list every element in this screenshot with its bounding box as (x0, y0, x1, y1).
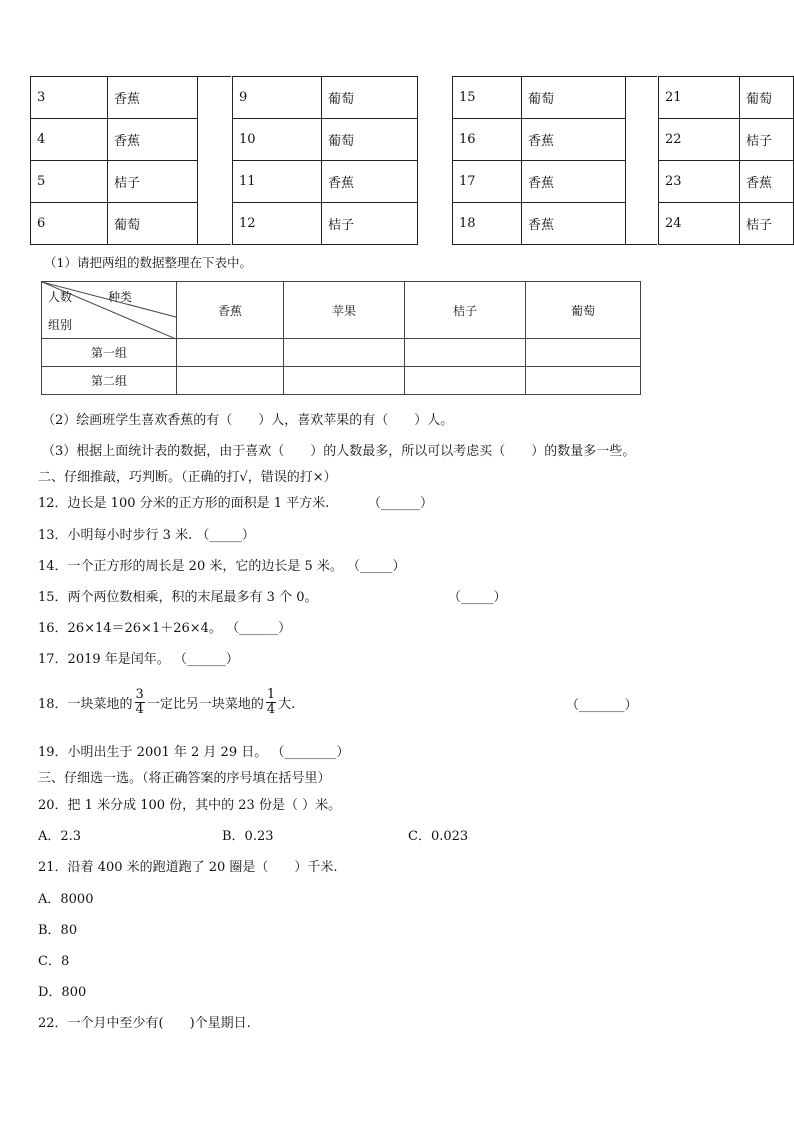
column-header: 苹果 (284, 282, 405, 339)
table-cell: 桔子 (108, 161, 198, 203)
table-cell: 10 (233, 119, 322, 161)
table-cell: 6 (31, 203, 108, 245)
table-cell: 香蕉 (322, 161, 418, 203)
judge-item-15 (38, 586, 507, 605)
table-cell: 12 (233, 203, 322, 245)
table-cell: 葡萄 (322, 119, 418, 161)
data-table-4 (658, 76, 794, 245)
table-cell: 23 (659, 161, 740, 203)
answer-blank[interactable]: （_______） (566, 698, 638, 713)
fraction-three-quarters (135, 688, 145, 717)
choice-question-22: 22．一个月中至少有( )个星期日. (38, 1016, 251, 1031)
table-cell: 17 (453, 161, 522, 203)
corner-label-type: 种类 (108, 290, 133, 304)
fraction-one-quarter (266, 688, 276, 717)
table-cell: 香蕉 (108, 119, 198, 161)
answer-blank[interactable]: （______） (226, 621, 292, 636)
fraction-denominator: 4 (135, 701, 144, 717)
table-cell: 24 (659, 203, 740, 245)
corner-label-group: 组别 (48, 318, 73, 332)
table-corner-cell (42, 282, 177, 339)
fraction-numerator: 3 (135, 686, 144, 702)
summary-table (41, 281, 641, 395)
row-header: 第二组 (42, 367, 177, 395)
judge-item-17 (38, 648, 239, 667)
table-cell: 香蕉 (522, 161, 626, 203)
option-c[interactable]: C．8 (38, 954, 70, 969)
table-cell: 桔子 (740, 203, 794, 245)
section-3-title: 三、仔细选一选。（将正确答案的序号填在括号里） (38, 771, 331, 786)
table-cell: 5 (31, 161, 108, 203)
row-header: 第一组 (42, 339, 177, 367)
answer-cell[interactable] (284, 339, 405, 367)
answer-blank[interactable]: （______） (173, 652, 239, 667)
answer-cell[interactable] (177, 367, 284, 395)
table-cell: 16 (453, 119, 522, 161)
data-table-3 (452, 76, 626, 245)
table-cell: 香蕉 (522, 203, 626, 245)
data-table-2 (232, 76, 418, 245)
column-header: 葡萄 (526, 282, 641, 339)
table-cell: 香蕉 (740, 161, 794, 203)
answer-cell[interactable] (405, 339, 526, 367)
table-cell: 22 (659, 119, 740, 161)
question-text: 19．小明出生于 2001 年 2 月 29 日。 (38, 745, 268, 760)
table-cell: 桔子 (740, 119, 794, 161)
answer-cell[interactable] (526, 339, 641, 367)
question-3: （3）根据上面统计表的数据，由于喜欢（ ）的人数最多，所以可以考虑买（ ）的数量多一些。 (42, 444, 636, 459)
question-text: 一定比另一块菜地的 (146, 696, 264, 712)
table-cell: 香蕉 (522, 119, 626, 161)
table-cell: 葡萄 (740, 77, 794, 119)
answer-cell[interactable] (405, 367, 526, 395)
option-b[interactable]: B．80 (38, 923, 78, 938)
choice-question-20: 20．把 1 米分成 100 份，其中的 23 份是（ ）米。 (38, 798, 342, 813)
corner-label-count: 人数 (48, 290, 73, 304)
answer-cell[interactable] (177, 339, 284, 367)
table-cell: 18 (453, 203, 522, 245)
table-gap (626, 76, 657, 245)
question-text: 17．2019 年是闰年。 (38, 652, 170, 667)
table-cell: 15 (453, 77, 522, 119)
table-cell: 葡萄 (108, 203, 198, 245)
option-b[interactable]: B．0.23 (222, 829, 274, 844)
option-d[interactable]: D．800 (38, 985, 87, 1000)
answer-cell[interactable] (526, 367, 641, 395)
table-cell: 3 (31, 77, 108, 119)
question-text: 12．边长是 100 分米的正方形的面积是 1 平方米. (38, 496, 330, 511)
answer-blank[interactable]: （_____） (448, 590, 507, 605)
judge-item-18 (38, 684, 295, 720)
table-cell: 桔子 (322, 203, 418, 245)
answer-cell[interactable] (284, 367, 405, 395)
question-text: 大. (278, 696, 296, 712)
column-header: 香蕉 (177, 282, 284, 339)
fraction-numerator: 1 (266, 686, 276, 702)
table-cell: 香蕉 (108, 77, 198, 119)
question-text: 18．一块菜地的 (38, 696, 133, 712)
choice-question-21: 21．沿着 400 米的跑道跑了 20 圈是（ ）千米. (38, 860, 338, 875)
fraction-denominator: 4 (266, 701, 276, 717)
question-text: 13．小明每小时步行 3 米. (38, 528, 193, 543)
judge-item-19 (38, 741, 349, 760)
judge-item-12 (38, 492, 434, 511)
question-text: 15．两个两位数相乘，积的末尾最多有 3 个 0。 (38, 590, 318, 605)
table-cell: 21 (659, 77, 740, 119)
question-text: 16．26×14＝26×1＋26×4。 (38, 621, 222, 636)
answer-blank[interactable]: （_____） (196, 528, 255, 543)
judge-item-13 (38, 524, 255, 543)
question-text: 14．一个正方形的周长是 20 米，它的边长是 5 米。 (38, 559, 343, 574)
question-2: （2）绘画班学生喜欢香蕉的有（ ）人，喜欢苹果的有（ ）人。 (42, 413, 454, 428)
section-2-title: 二、仔细推敲，巧判断。（正确的打√，错误的打×） (38, 470, 337, 485)
table-gap (198, 76, 231, 245)
table-cell: 11 (233, 161, 322, 203)
option-a[interactable]: A．2.3 (38, 829, 82, 844)
judge-item-16 (38, 617, 291, 636)
answer-blank[interactable]: （______） (368, 496, 434, 511)
column-header: 桔子 (405, 282, 526, 339)
table-cell: 9 (233, 77, 322, 119)
table-cell: 葡萄 (322, 77, 418, 119)
question-1: （1）请把两组的数据整理在下表中。 (44, 255, 252, 270)
option-a[interactable]: A．8000 (38, 892, 94, 907)
table-cell: 4 (31, 119, 108, 161)
answer-blank[interactable]: （_____） (347, 559, 406, 574)
option-c[interactable]: C．0.023 (408, 829, 469, 844)
table-cell: 葡萄 (522, 77, 626, 119)
answer-blank[interactable]: （________） (271, 745, 350, 760)
judge-item-14 (38, 555, 406, 574)
data-table-1 (30, 76, 198, 245)
